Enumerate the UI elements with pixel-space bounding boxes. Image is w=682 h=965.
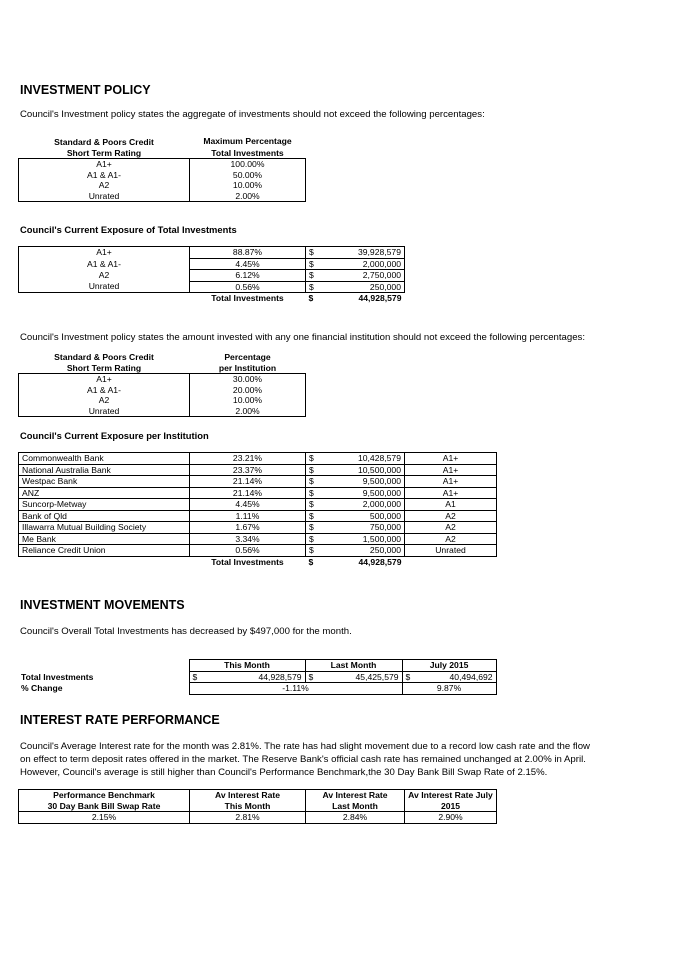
percent-cell: 3.34% <box>190 533 306 545</box>
total-label: Total Investments <box>211 293 284 303</box>
this-month-rate: 2.81% <box>190 812 306 824</box>
table-row <box>18 683 496 695</box>
currency-cell: $ <box>306 545 326 557</box>
this-month-header-2: This Month <box>190 801 306 812</box>
benchmark-value: 2.15% <box>19 812 190 824</box>
percent-cell: 2.00% <box>190 191 306 202</box>
inst-col1-header-1: Standard & Poors Credit <box>54 352 154 362</box>
amount-cell: 10,428,579 <box>326 453 405 465</box>
percent-cell: 2.00% <box>190 406 306 417</box>
percent-cell: 1.11% <box>190 510 306 522</box>
last-month-header-2: Last Month <box>306 801 405 812</box>
institution-limits-table <box>18 352 306 417</box>
july-header-2: 2015 <box>405 801 497 812</box>
interest-rate-heading: INTEREST RATE PERFORMANCE <box>20 713 220 727</box>
table-row <box>19 464 497 476</box>
table-row <box>19 159 306 170</box>
rating-cell: A1 & A1- <box>19 170 190 181</box>
change-this-month: -1.11% <box>189 683 402 695</box>
amount-cell: 39,928,579 <box>326 247 405 259</box>
institution-name: Reliance Credit Union <box>19 545 190 557</box>
percent-cell: 21.14% <box>190 476 306 488</box>
rating-cell: A2 <box>405 533 497 545</box>
total-investments-label: Total Investments <box>21 671 94 682</box>
rating-cell: A1+ <box>19 247 190 259</box>
total-amount: 44,928,579 <box>358 556 402 567</box>
table-row <box>19 170 306 181</box>
benchmark-header-2: 30 Day Bank Bill Swap Rate <box>19 801 190 812</box>
table-row <box>19 510 497 522</box>
rating-cell: A2 <box>405 522 497 534</box>
currency-cell: $ <box>306 247 326 259</box>
last-month-value: 45,425,579 <box>319 671 402 683</box>
col-last-month: Last Month <box>305 660 402 672</box>
rating-cell: A1 & A1- <box>19 385 190 396</box>
currency-cell: $ <box>306 522 326 534</box>
currency-cell: $ <box>306 281 326 293</box>
july-value: 40,494,692 <box>416 671 496 683</box>
rating-cell: A2 <box>405 510 497 522</box>
percent-cell: 1.67% <box>190 522 306 534</box>
institution-name: Illawarra Mutual Building Society <box>19 522 190 534</box>
amount-cell: 2,000,000 <box>326 499 405 511</box>
currency-cell: $ <box>306 476 326 488</box>
interest-rate-table <box>18 789 497 824</box>
percent-cell: 50.00% <box>190 170 306 181</box>
percent-change-label: % Change <box>21 683 63 693</box>
inst-col1-header-2: Short Term Rating <box>66 362 142 373</box>
table-row <box>19 247 405 259</box>
rating-cell: A1 & A1- <box>19 258 190 270</box>
percent-cell: 88.87% <box>190 247 306 259</box>
limits-col1-header-1: Standard & Poors Credit <box>54 137 154 147</box>
movements-table <box>18 659 497 695</box>
percent-cell: 23.37% <box>190 464 306 476</box>
rating-cell: A1 <box>405 499 497 511</box>
currency-cell: $ <box>306 487 326 499</box>
rating-cell: Unrated <box>19 406 190 417</box>
percent-cell: 21.14% <box>190 487 306 499</box>
july-header-1: Av Interest Rate July <box>405 790 497 801</box>
last-month-header-1: Av Interest Rate <box>306 790 405 801</box>
table-row <box>19 499 497 511</box>
total-label: Total Investments <box>211 556 284 567</box>
currency-cell: $ <box>306 533 326 545</box>
percent-cell: 23.21% <box>190 453 306 465</box>
col-july-2015: July 2015 <box>402 660 496 672</box>
investment-policy-heading: INVESTMENT POLICY <box>20 83 151 97</box>
total-currency: $ <box>308 556 314 567</box>
percent-cell: 20.00% <box>190 385 306 396</box>
amount-cell: 2,000,000 <box>326 258 405 270</box>
amount-cell: 10,500,000 <box>326 464 405 476</box>
percent-cell: 30.00% <box>190 374 306 385</box>
table-row <box>19 385 306 396</box>
inst-col2-header-1: Percentage <box>224 352 271 362</box>
amount-cell: 500,000 <box>326 510 405 522</box>
july-rate: 2.90% <box>405 812 497 824</box>
percent-cell: 6.12% <box>190 270 306 282</box>
exposure-institution-heading: Council's Current Exposure per Institution <box>20 430 209 441</box>
table-row <box>19 281 405 293</box>
currency-cell: $ <box>306 453 326 465</box>
limits-col1-header-2: Short Term Rating <box>66 147 142 158</box>
table-row <box>19 545 497 557</box>
amount-cell: 250,000 <box>326 545 405 557</box>
table-row <box>19 453 497 465</box>
percent-cell: 0.56% <box>190 545 306 557</box>
currency-cell: $ <box>305 671 319 683</box>
currency-cell: $ <box>306 510 326 522</box>
interest-paragraph-line2: on effect to term deposit rates offered in the market. The Reserve Bank's official cash rate has remained unchanged at 2.00% in April. <box>20 754 586 765</box>
change-july: 9.87% <box>402 683 496 695</box>
institution-name: Westpac Bank <box>19 476 190 488</box>
amount-cell: 9,500,000 <box>326 487 405 499</box>
currency-cell: $ <box>306 499 326 511</box>
rating-cell: Unrated <box>405 545 497 557</box>
table-row <box>19 476 497 488</box>
exposure-total-table <box>18 246 405 304</box>
benchmark-header-1: Performance Benchmark <box>19 790 190 801</box>
rating-cell: A2 <box>19 270 190 282</box>
institution-policy-intro: Council's Investment policy states the amount invested with any one financial institution should not exceed the following percentages: <box>20 332 585 343</box>
investment-policy-intro: Council's Investment policy states the aggregate of investments should not exceed the following percentages: <box>20 109 485 120</box>
investment-movements-intro: Council's Overall Total Investments has decreased by $497,000 for the month. <box>20 626 352 637</box>
last-month-rate: 2.84% <box>306 812 405 824</box>
table-row <box>19 258 405 270</box>
currency-cell: $ <box>306 270 326 282</box>
rating-cell: A1+ <box>405 487 497 499</box>
amount-cell: 250,000 <box>326 281 405 293</box>
rating-cell: Unrated <box>19 281 190 293</box>
percent-cell: 10.00% <box>190 395 306 406</box>
table-row <box>19 191 306 202</box>
institution-name: Bank of Qld <box>19 510 190 522</box>
institution-name: Me Bank <box>19 533 190 545</box>
table-row <box>19 812 497 824</box>
table-row <box>18 671 496 683</box>
rating-cell: A2 <box>19 395 190 406</box>
investment-movements-heading: INVESTMENT MOVEMENTS <box>20 598 185 612</box>
total-row <box>19 556 497 567</box>
total-currency: $ <box>308 293 314 303</box>
col-this-month: This Month <box>189 660 305 672</box>
table-row <box>19 487 497 499</box>
interest-paragraph-line3: However, Council's average is still higher than Council's Performance Benchmark,the 30 Day Bank Bill Swap Rate of 2.15%. <box>20 767 548 778</box>
table-row <box>19 522 497 534</box>
interest-paragraph-line1: Council's Average Interest rate for the month was 2.81%. The rate has had slight movement due to a record low cash rate and the flow <box>20 741 590 752</box>
total-amount: 44,928,579 <box>358 293 402 303</box>
percent-cell: 100.00% <box>190 159 306 170</box>
currency-cell: $ <box>189 671 203 683</box>
amount-cell: 9,500,000 <box>326 476 405 488</box>
institution-name: Commonwealth Bank <box>19 453 190 465</box>
table-row <box>19 395 306 406</box>
rating-cell: A1+ <box>19 374 190 385</box>
institution-name: National Australia Bank <box>19 464 190 476</box>
institution-name: ANZ <box>19 487 190 499</box>
exposure-total-heading: Council's Current Exposure of Total Investments <box>20 224 237 235</box>
rating-cell: A1+ <box>19 159 190 170</box>
limits-col2-header-1: Maximum Percentage <box>203 135 292 146</box>
table-row <box>19 533 497 545</box>
table-row <box>19 406 306 417</box>
rating-cell: A2 <box>19 180 190 191</box>
rating-cell: A1+ <box>405 464 497 476</box>
institution-name: Suncorp-Metway <box>19 499 190 511</box>
table-row <box>19 270 405 282</box>
this-month-header-1: Av Interest Rate <box>190 790 306 801</box>
table-row <box>19 180 306 191</box>
rating-cell: Unrated <box>19 191 190 202</box>
inst-col2-header-2: per Institution <box>218 362 277 373</box>
rating-cell: A1+ <box>405 453 497 465</box>
rating-cell: A1+ <box>405 476 497 488</box>
percent-cell: 4.45% <box>190 258 306 270</box>
policy-limits-table <box>18 134 306 202</box>
amount-cell: 750,000 <box>326 522 405 534</box>
exposure-institution-table <box>18 452 497 567</box>
this-month-value: 44,928,579 <box>203 671 305 683</box>
total-row <box>19 293 405 304</box>
currency-cell: $ <box>306 258 326 270</box>
percent-cell: 10.00% <box>190 180 306 191</box>
table-row <box>19 374 306 385</box>
percent-cell: 0.56% <box>190 281 306 293</box>
currency-cell: $ <box>402 671 416 683</box>
limits-col2-header-2: Total Investments <box>211 147 284 158</box>
amount-cell: 1,500,000 <box>326 533 405 545</box>
currency-cell: $ <box>306 464 326 476</box>
percent-cell: 4.45% <box>190 499 306 511</box>
amount-cell: 2,750,000 <box>326 270 405 282</box>
